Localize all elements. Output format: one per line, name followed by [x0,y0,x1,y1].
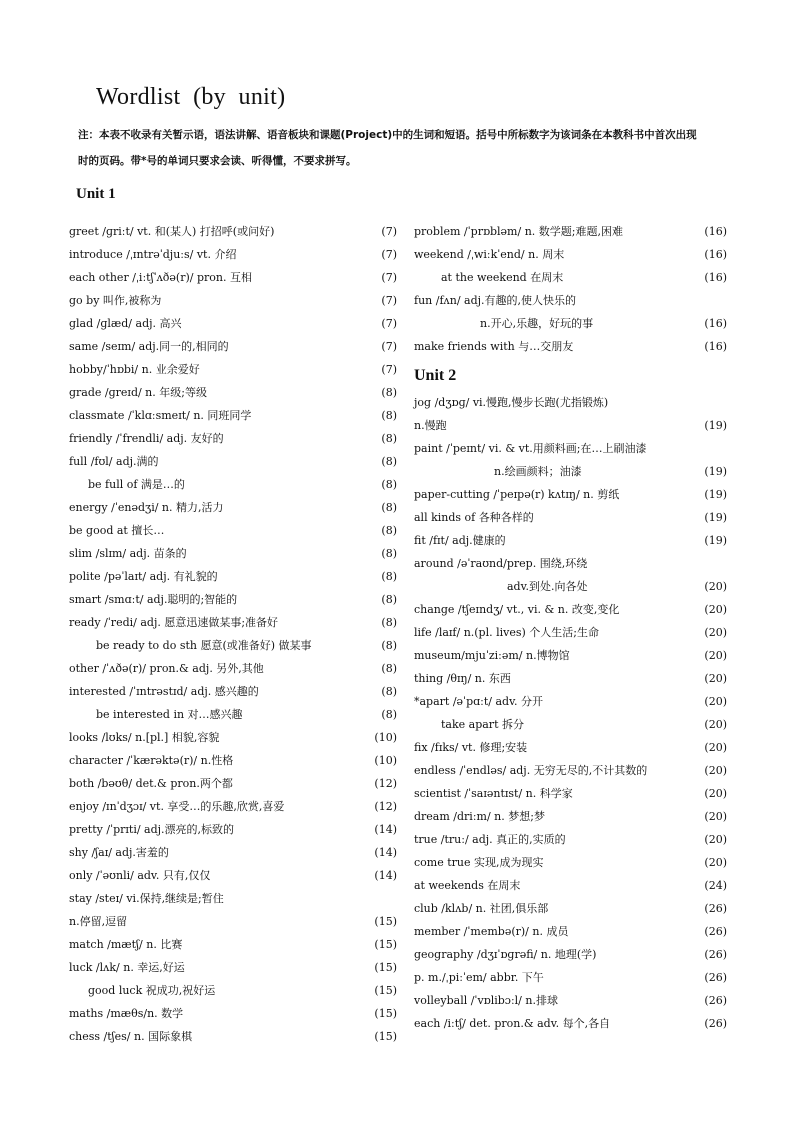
word-entry [69,981,397,1004]
word-entry [414,623,727,646]
word-entry-text: maths /mæθs/n. 数学 [69,1007,184,1020]
word-entry-text: grade /ɡreɪd/ n. 年级;等级 [69,386,207,399]
page-number: (19) [704,465,727,478]
word-entry-text: fun /fʌn/ adj.有趣的,使人快乐的 [414,294,577,307]
page-number: (7) [381,340,397,353]
word-entry-text: endless /ˈendləs/ adj. 无穷无尽的,不计其数的 [414,764,648,777]
word-entry [414,646,727,669]
word-entry [69,636,397,659]
word-entry [414,968,727,991]
word-entry-text: full /fʊl/ adj.满的 [69,455,159,468]
word-entry-text: n.绘画颜料；油漆 [494,465,582,478]
page-number: (20) [704,672,727,685]
word-entry-text: be ready to do sth 愿意(或准备好) 做某事 [96,639,312,652]
word-entry-text: at weekends 在周末 [414,879,521,892]
word-entry-text: ready /ˈredi/ adj. 愿意迅速做某事;准备好 [69,616,279,629]
word-entry [414,268,727,291]
page-number: (14) [374,869,397,882]
page-number: (8) [381,616,397,629]
word-entry [414,784,727,807]
word-entry-text: p. m./ˌpiːˈem/ abbr. 下午 [414,971,544,984]
word-entry-text: other /ˈʌðə(r)/ pron.& adj. 另外,其他 [69,662,264,675]
word-entry-text: *apart /əˈpɑːt/ adv. 分开 [414,695,543,708]
word-entry-text: go by 叫作,被称为 [69,294,162,307]
page-number: (7) [381,248,397,261]
word-entry [69,222,397,245]
page-number: (15) [374,984,397,997]
page-number: (8) [381,685,397,698]
word-entry-text: paint /ˈpeɪnt/ vi. & vt.用颜料画;在…上刷油漆 [414,442,647,455]
word-entry [69,728,397,751]
word-entry [414,577,727,600]
word-entry [414,439,727,462]
word-entry [69,889,397,912]
word-entry-text: paper-cutting /ˈpeɪpə(r) kʌtɪŋ/ n. 剪纸 [414,488,620,501]
word-entry [69,866,397,889]
page-number: (26) [704,994,727,1007]
page-number: (7) [381,225,397,238]
word-entry [414,245,727,268]
word-entry-text: both /bəʊθ/ det.& pron.两个都 [69,777,233,790]
word-entry-text: shy /ʃaɪ/ adj.害羞的 [69,846,169,859]
word-entry-text: thing /θɪŋ/ n. 东西 [414,672,511,685]
page-number: (20) [704,741,727,754]
word-entry-text: adv.到处.向各处 [507,580,588,593]
page-number: (20) [704,626,727,639]
word-entry [69,383,397,406]
word-entry [69,567,397,590]
word-entry [414,1014,727,1037]
page-number: (16) [704,248,727,261]
word-entry-text: be full of 满是…的 [88,478,185,491]
word-entry-text: n.慢跑 [414,419,447,432]
word-entry [414,853,727,876]
word-entry-text: fix /fɪks/ vt. 修理;安装 [414,741,528,754]
word-entry-text: smart /smɑːt/ adj.聪明的;智能的 [69,593,238,606]
page-number: (15) [374,1030,397,1043]
page-number: (8) [381,547,397,560]
page-number: (15) [374,1007,397,1020]
word-entry [69,268,397,291]
word-entry-text: member /ˈmembə(r)/ n. 成员 [414,925,569,938]
word-entry [69,1027,397,1050]
word-entry-text: fit /fɪt/ adj.健康的 [414,534,506,547]
word-entry [69,452,397,475]
word-entry [69,912,397,935]
word-entry [69,935,397,958]
page-number: (8) [381,708,397,721]
word-entry [69,245,397,268]
unit-1-heading: Unit 1 [76,186,116,202]
word-entry [69,360,397,383]
word-entry [414,922,727,945]
page-number: (19) [704,488,727,501]
page-number: (19) [704,534,727,547]
unit-heading-text: Unit 2 [414,367,457,384]
word-entry-text: each /iːtʃ/ det. pron.& adv. 每个,各自 [414,1017,611,1030]
left-word-column [69,222,397,1050]
unit-heading [414,360,727,393]
word-entry-text: greet /ɡriːt/ vt. 和(某人) 打招呼(或问好) [69,225,275,238]
word-entry-text: true /truː/ adj. 真正的,实质的 [414,833,566,846]
word-entry-text: take apart 拆分 [441,718,524,731]
word-entry [414,692,727,715]
word-entry-text: be good at 擅长… [69,524,165,537]
page-number: (7) [381,317,397,330]
page-number: (26) [704,971,727,984]
page-number: (20) [704,764,727,777]
word-entry-text: make friends with 与…交朋友 [414,340,574,353]
page-number: (26) [704,1017,727,1030]
page-number: (20) [704,580,727,593]
word-entry-text: luck /lʌk/ n. 幸运,好运 [69,961,185,974]
word-entry-text: glad /ɡlæd/ adj. 高兴 [69,317,182,330]
word-entry [69,613,397,636]
word-entry [414,314,727,337]
word-entry [69,590,397,613]
page-number: (20) [704,649,727,662]
page-number: (20) [704,695,727,708]
word-entry-text: classmate /ˈklɑːsmeɪt/ n. 同班同学 [69,409,252,422]
page-number: (7) [381,271,397,284]
word-entry [414,600,727,623]
page-number: (12) [374,800,397,813]
word-entry [414,337,727,360]
word-entry-text: dream /driːm/ n. 梦想;梦 [414,810,545,823]
word-entry-text: polite /pəˈlaɪt/ adj. 有礼貌的 [69,570,218,583]
word-entry [414,738,727,761]
page-number: (8) [381,478,397,491]
word-entry-text: slim /slɪm/ adj. 苗条的 [69,547,187,560]
word-entry [69,820,397,843]
word-entry [69,521,397,544]
page-number: (19) [704,511,727,524]
word-entry-text: hobby/ˈhɒbi/ n. 业余爱好 [69,363,200,376]
page-number: (20) [704,856,727,869]
word-entry-text: all kinds of 各种各样的 [414,511,534,524]
page-number: (14) [374,823,397,836]
word-entry [414,462,727,485]
page-number: (26) [704,948,727,961]
word-entry-text: volleyball /ˈvɒlibɔːl/ n.排球 [414,994,558,1007]
page-number: (8) [381,639,397,652]
page-number: (8) [381,432,397,445]
word-entry [414,508,727,531]
page-number: (16) [704,340,727,353]
page-number: (8) [381,570,397,583]
page-number: (20) [704,833,727,846]
word-entry [414,291,727,314]
word-entry [69,659,397,682]
page-number: (20) [704,603,727,616]
word-entry-text: scientist /ˈsaɪəntɪst/ n. 科学家 [414,787,573,800]
page-number: (8) [381,593,397,606]
word-entry [69,544,397,567]
word-entry-text: at the weekend 在周末 [441,271,564,284]
word-entry-text: only /ˈəʊnli/ adv. 只有,仅仅 [69,869,211,882]
page-number: (15) [374,938,397,951]
page-number: (7) [381,363,397,376]
page-number: (26) [704,902,727,915]
page-number: (20) [704,787,727,800]
page-number: (19) [704,419,727,432]
word-entry [69,475,397,498]
page-number: (7) [381,294,397,307]
word-entry-text: pretty /ˈprɪti/ adj.漂亮的,标致的 [69,823,235,836]
word-entry [414,222,727,245]
word-entry-text: each other /ˌiːtʃˈʌðə(r)/ pron. 互相 [69,271,252,284]
word-entry [414,393,727,416]
page-number: (20) [704,718,727,731]
word-entry-text: match /mætʃ/ n. 比赛 [69,938,183,951]
word-entry [69,337,397,360]
page-number: (20) [704,810,727,823]
word-entry [69,843,397,866]
word-entry [69,291,397,314]
word-entry-text: jog /dʒɒɡ/ vi.慢跑,慢步长跑(尤指锻炼) [414,396,609,409]
word-entry [414,830,727,853]
word-entry-text: geography /dʒɪˈɒɡrəfi/ n. 地理(学) [414,948,597,961]
word-entry [414,876,727,899]
page-number: (8) [381,409,397,422]
page-number: (16) [704,317,727,330]
word-entry [414,416,727,439]
word-entry-text: energy /ˈenədʒi/ n. 精力,活力 [69,501,224,514]
page-number: (14) [374,846,397,859]
word-entry [414,554,727,577]
word-entry [69,797,397,820]
page-number: (16) [704,271,727,284]
word-entry-text: interested /ˈɪntrəstɪd/ adj. 感兴趣的 [69,685,259,698]
page-number: (10) [374,754,397,767]
word-entry [414,761,727,784]
word-entry [69,682,397,705]
word-entry [69,429,397,452]
word-entry-text: stay /steɪ/ vi.保持,继续是;暂住 [69,892,224,905]
page-number: (8) [381,662,397,675]
word-entry-text: museum/mjuˈziːəm/ n.博物馆 [414,649,570,662]
page-number: (24) [704,879,727,892]
page-number: (8) [381,386,397,399]
word-entry [414,807,727,830]
right-word-column [414,222,727,1037]
word-entry-text: same /seɪm/ adj.同一的,相同的 [69,340,229,353]
word-entry [414,669,727,692]
word-entry [69,751,397,774]
page-title: Wordlist (by unit) [96,84,286,110]
word-entry-text: be interested in 对…感兴趣 [96,708,243,721]
word-entry-text: character /ˈkærəktə(r)/ n.性格 [69,754,234,767]
word-entry-text: come true 实现,成为现实 [414,856,544,869]
word-entry [414,945,727,968]
word-entry [414,991,727,1014]
word-entry [69,1004,397,1027]
page-number: (26) [704,925,727,938]
page-number: (16) [704,225,727,238]
word-entry-text: problem /ˈprɒbləm/ n. 数学题;难题,困难 [414,225,623,238]
word-entry [414,531,727,554]
word-entry [414,485,727,508]
word-entry [69,705,397,728]
page-number: (12) [374,777,397,790]
page-number: (15) [374,961,397,974]
word-entry-text: good luck 祝成功,祝好运 [88,984,216,997]
word-entry [69,498,397,521]
word-entry-text: chess /tʃes/ n. 国际象棋 [69,1030,193,1043]
page-number: (8) [381,455,397,468]
word-entry-text: n.停留,逗留 [69,915,128,928]
page-number: (15) [374,915,397,928]
word-entry-text: friendly /ˈfrendli/ adj. 友好的 [69,432,224,445]
word-entry [414,899,727,922]
word-entry-text: introduce /ˌɪntrəˈdjuːs/ vt. 介绍 [69,248,237,261]
word-entry-text: enjoy /ɪnˈdʒɔɪ/ vt. 享受…的乐趣,欣赏,喜爱 [69,800,285,813]
word-entry [69,958,397,981]
page-number: (10) [374,731,397,744]
page-number: (8) [381,501,397,514]
word-entry-text: club /klʌb/ n. 社团,俱乐部 [414,902,549,915]
word-entry [69,314,397,337]
word-entry-text: life /laɪf/ n.(pl. lives) 个人生活;生命 [414,626,600,639]
word-entry-text: weekend /ˌwiːkˈend/ n. 周末 [414,248,565,261]
word-entry-text: around /əˈraʊnd/prep. 围绕,环绕 [414,557,588,570]
word-entry [69,774,397,797]
word-entry [414,715,727,738]
word-entry-text: n.开心,乐趣，好玩的事 [480,317,594,330]
word-entry-text: looks /lʊks/ n.[pl.] 相貌,容貌 [69,731,220,744]
word-entry [69,406,397,429]
page-number: (8) [381,524,397,537]
wordlist-note: 注：本表不收录有关暂示语，语法讲解、语音板块和课题(Project)中的生词和短语。括号中所标数字为该词条在本教科书中首次出现时的页码。带*号的单词只要求会读、听得懂，不要求拼写。 [78,129,697,167]
word-entry-text: change /tʃeɪndʒ/ vt., vi. & n. 改变,变化 [414,603,620,616]
